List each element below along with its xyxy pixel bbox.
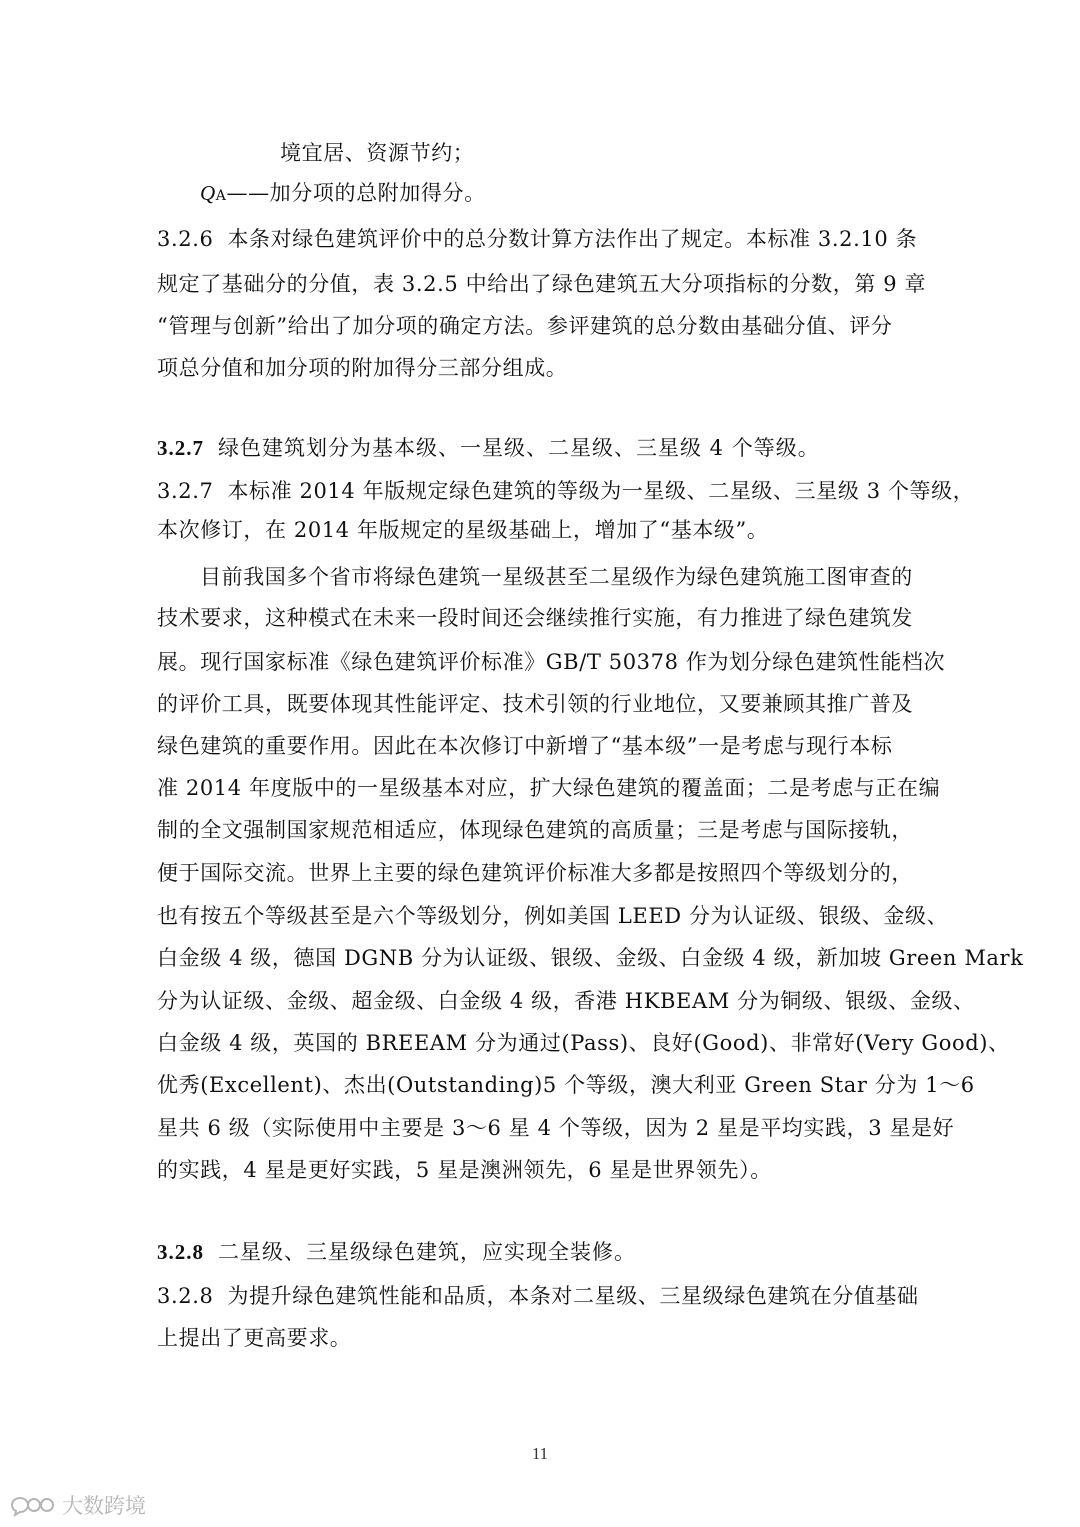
text-line: 制的全文强制国家规范相适应，体现绿色建筑的高质量；三是考虑与国际接轨，: [157, 818, 913, 842]
explanation-text: 本条对绿色建筑评价中的总分数计算方法作出了规定。本标准 3.2.10 条: [227, 227, 918, 251]
explanation-text: 本标准 2014 年版规定绿色建筑的等级为一星级、二星级、三星级 3 个等级，: [227, 479, 975, 503]
clause-number: 3.2.8: [157, 1240, 204, 1264]
text-line: 分为认证级、金级、超金级、白金级 4 级，香港 HKBEAM 分为铜级、银级、金级、: [157, 989, 975, 1013]
explanation-number: 3.2.7: [157, 479, 214, 503]
paragraph-first-line: 目前我国多个省市将绿色建筑一星级甚至二星级作为绿色建筑施工图审查的: [200, 565, 913, 589]
text-line: 星共 6 级（实际使用中主要是 3～6 星 4 个等级，因为 2 星是平均实践，3 星是好: [157, 1116, 955, 1140]
text-line: 境宜居、资源节约；: [280, 141, 475, 165]
text-line: 的实践，4 星是更好实践，5 星是澳洲领先，6 星是世界领先）。: [157, 1158, 772, 1182]
page-number: 11: [531, 1444, 549, 1463]
variable-definition-line: [200, 178, 980, 211]
clause-3-2-7: [157, 433, 937, 463]
text-line: 便于国际交流。世界上主要的绿色建筑评价标准大多都是按照四个等级划分的，: [157, 861, 913, 885]
clause-text: 二星级、三星级绿色建筑，应实现全装修。: [218, 1240, 636, 1264]
variable-subscript: A: [215, 188, 227, 204]
watermark: [8, 1490, 146, 1520]
watermark-text: 大数跨境: [62, 1494, 146, 1518]
text-line: 白金级 4 级，德国 DGNB 分为认证级、银级、金级、白金级 4 级，新加坡 Green Mark: [157, 946, 1024, 970]
text-line: 项总分值和加分项的附加得分三部分组成。: [157, 356, 568, 380]
text-line: 优秀(Excellent)、杰出(Outstanding)5 个等级，澳大利亚 Green Star 分为 1～6: [157, 1073, 975, 1097]
text-line: 技术要求，这种模式在未来一段时间还会继续推行实施，有力推进了绿色建筑发: [157, 606, 913, 630]
text-line: 绿色建筑的重要作用。因此在本次修订中新增了“基本级”一是考虑与现行本标: [157, 734, 893, 758]
variable-description: ——加分项的总附加得分。: [226, 181, 486, 205]
explanation-number: 3.2.8: [157, 1284, 214, 1308]
text-line: 也有按五个等级甚至是六个等级划分，例如美国 LEED 分为认证级、银级、金级、: [157, 904, 949, 928]
explanation-line: [157, 224, 937, 254]
explanation-text: 为提升绿色建筑性能和品质，本条对二星级、三星级绿色建筑在分值基础: [227, 1284, 919, 1308]
explanation-line: [157, 476, 975, 506]
text-line: 展。现行国家标准《绿色建筑评价标准》GB/T 50378 作为划分绿色建筑性能档次: [157, 650, 946, 674]
text-line: 本次修订，在 2014 年版规定的星级基础上，增加了“基本级”。: [157, 518, 769, 542]
text-line: 准 2014 年度版中的一星级基本对应，扩大绿色建筑的覆盖面；二是考虑与正在编: [157, 776, 941, 800]
text-line: “管理与创新”给出了加分项的确定方法。参评建筑的总分数由基础分值、评分: [157, 314, 893, 338]
speech-bubble-logo-icon: [8, 1493, 56, 1517]
variable-symbol: Q: [200, 181, 216, 205]
text-line: 的评价工具，既要体现其性能评定、技术引领的行业地位，又要兼顾其推广普及: [157, 692, 913, 716]
text-line: 规定了基础分的分值，表 3.2.5 中给出了绿色建筑五大分项指标的分数，第 9 章: [157, 272, 927, 296]
clause-text: 绿色建筑划分为基本级、一星级、二星级、三星级 4 个等级。: [218, 436, 820, 460]
clause-number: 3.2.7: [157, 436, 204, 460]
explanation-line: [157, 1281, 937, 1311]
explanation-number: 3.2.6: [157, 227, 214, 251]
text-line: 上提出了更高要求。: [157, 1326, 352, 1350]
clause-3-2-8: [157, 1237, 937, 1267]
text-line: 白金级 4 级，英国的 BREEAM 分为通过(Pass)、良好(Good)、非常好(Very Good)、: [157, 1031, 1010, 1055]
